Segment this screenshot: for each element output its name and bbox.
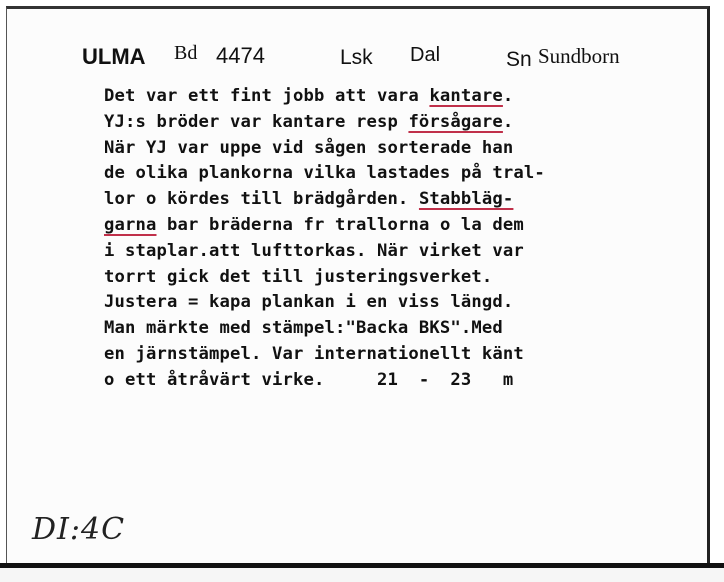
card-body-text bbox=[104, 84, 674, 394]
parish-label: Sn bbox=[506, 48, 532, 71]
text-line bbox=[104, 84, 674, 110]
text-line bbox=[104, 342, 674, 368]
text-line bbox=[104, 161, 674, 187]
text-line bbox=[104, 316, 674, 342]
scan-margin bbox=[0, 568, 724, 582]
text-segment: . bbox=[502, 111, 514, 132]
text-line bbox=[104, 265, 674, 291]
parish-value: Sundborn bbox=[538, 44, 620, 68]
underlined-term: försågare bbox=[408, 111, 503, 132]
text-segment: Man märkte med stämpel:"Backa BKS".Med bbox=[104, 318, 503, 339]
text-segment: Det var ett fint jobb att vara bbox=[104, 86, 430, 106]
province-label: Lsk bbox=[340, 46, 373, 69]
text-segment: . bbox=[502, 86, 514, 106]
underlined-term: kantare bbox=[429, 86, 503, 106]
province-value: Dal bbox=[410, 44, 441, 66]
text-segment: bar bräderna fr trallorna o la dem bbox=[156, 214, 524, 235]
text-segment: en järnstämpel. Var internationellt känt bbox=[104, 343, 524, 364]
text-line bbox=[104, 136, 674, 162]
card-header bbox=[82, 40, 682, 80]
text-segment: de olika plankorna vilka lastades på tral- bbox=[104, 163, 545, 184]
text-segment: Justera = kapa plankan i en viss längd. bbox=[104, 292, 514, 313]
text-line bbox=[104, 239, 674, 265]
text-segment: lor o kördes till brädgården. bbox=[104, 189, 419, 210]
text-segment: När YJ var uppe vid sågen sorterade han bbox=[104, 137, 514, 158]
text-line bbox=[104, 368, 674, 394]
text-line bbox=[104, 213, 674, 239]
text-segment: i staplar.att lufttorkas. När virket var bbox=[104, 240, 524, 261]
archive-name: ULMA bbox=[82, 44, 146, 69]
underlined-term: garna bbox=[104, 214, 157, 235]
handwritten-page-ref: DI:4C bbox=[32, 512, 126, 547]
text-line bbox=[104, 290, 674, 316]
text-segment: o ett åtråvärt virke. 21 - 23 m bbox=[104, 369, 514, 390]
text-line bbox=[104, 187, 674, 213]
volume-number: 4474 bbox=[216, 43, 265, 68]
text-segment: torrt gick det till justeringsverket. bbox=[104, 266, 493, 287]
volume-label: Bd bbox=[174, 42, 198, 64]
text-segment: YJ:s bröder var kantare resp bbox=[104, 111, 409, 132]
text-line bbox=[104, 110, 674, 136]
underlined-term: Stabbläg- bbox=[418, 189, 514, 210]
